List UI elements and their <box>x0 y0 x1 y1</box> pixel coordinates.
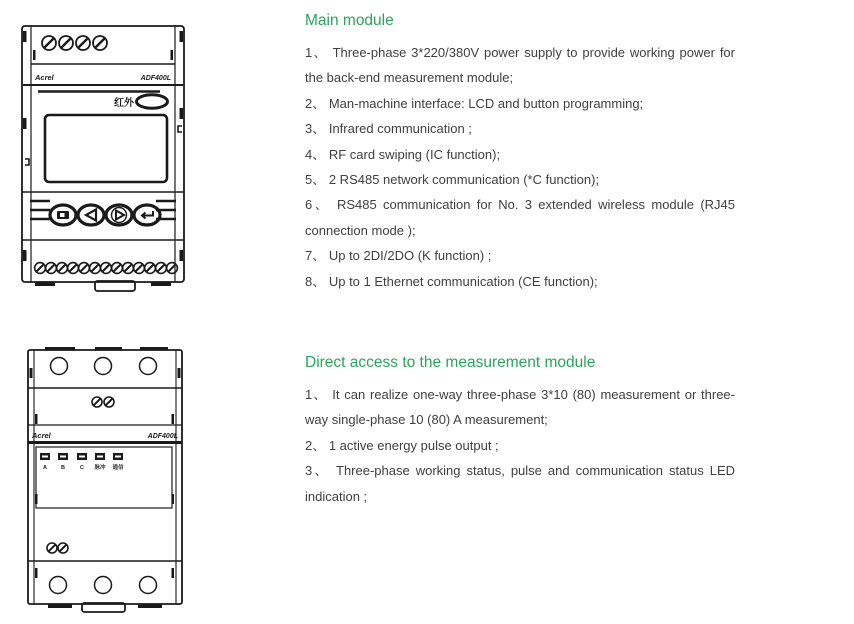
lower-seal-screws <box>47 543 68 553</box>
measurement-module-illustration <box>24 346 184 614</box>
led-label-pulse: 脉冲 <box>94 465 106 471</box>
main-module-illustration <box>16 22 188 294</box>
left-arrow-button <box>78 205 104 225</box>
main-module-section <box>305 10 735 294</box>
led-indicators <box>40 453 123 460</box>
brand-label: Acrel <box>35 73 54 82</box>
bottom-wiring-holes <box>50 577 157 594</box>
lcd-screen <box>45 115 167 182</box>
model-label: ADF400L <box>140 75 171 82</box>
main-feature-7: 7、 Up to 2DI/2DO (K function) ; <box>305 248 492 264</box>
seal-screws <box>92 397 114 407</box>
menu-button <box>50 205 76 225</box>
enter-button <box>134 205 160 225</box>
right-arrow-button <box>106 205 132 225</box>
measurement-feature-1: 1、 It can realize one-way three-phase 3*10 (80) measurement or three-way single-phase 10 (80) A measurement; <box>305 387 735 428</box>
vent-slots-left <box>30 201 50 219</box>
led-labels <box>43 463 124 471</box>
label-band <box>23 73 183 92</box>
led-label-pulse-c: C <box>80 465 84 471</box>
led-label-b: B <box>61 465 65 471</box>
top-wiring-holes <box>51 358 157 375</box>
case-mark-left <box>25 159 29 165</box>
main-feature-3: 3、 Infrared communication ; <box>305 121 472 137</box>
infrared-port <box>114 95 168 109</box>
model-label: ADF400L <box>147 433 178 440</box>
led-label-comm: 通信 <box>112 465 124 471</box>
bottom-terminal-screws <box>35 263 178 274</box>
main-module-heading: Main module <box>305 12 394 29</box>
label-band <box>28 425 182 444</box>
main-feature-2: 2、 Man-machine interface: LCD and button programming; <box>305 95 644 111</box>
main-feature-5: 5、 2 RS485 network communication (*C function); <box>305 172 600 188</box>
infrared-label: 红外 <box>114 98 134 109</box>
top-terminal-panel <box>31 36 175 64</box>
measurement-feature-2: 2、 1 active energy pulse output ; <box>305 437 499 453</box>
main-feature-4: 4、 RF card swiping (IC function); <box>305 146 501 162</box>
measurement-module-section <box>305 352 735 509</box>
led-panel <box>36 447 172 508</box>
main-feature-6: 6、 RS485 communication for No. 3 extended wireless module (RJ45 connection mode ); <box>305 197 735 238</box>
measurement-module-heading: Direct access to the measurement module <box>305 354 596 371</box>
infrared-window <box>137 95 168 109</box>
brand-label: Acrel <box>32 431 51 440</box>
main-feature-8: 8、 Up to 1 Ethernet communication (CE function); <box>305 273 598 289</box>
main-feature-1: 1、 Three-phase 3*220/380V power supply to provide working power for the back-end measurement module; <box>305 45 735 86</box>
led-label-a: A <box>43 465 47 471</box>
terminal-screws <box>42 36 107 50</box>
measurement-feature-3: 3、 Three-phase working status, pulse and communication status LED indication ; <box>305 463 735 504</box>
case-mark-right <box>178 126 182 132</box>
rail-tabs <box>23 31 183 261</box>
